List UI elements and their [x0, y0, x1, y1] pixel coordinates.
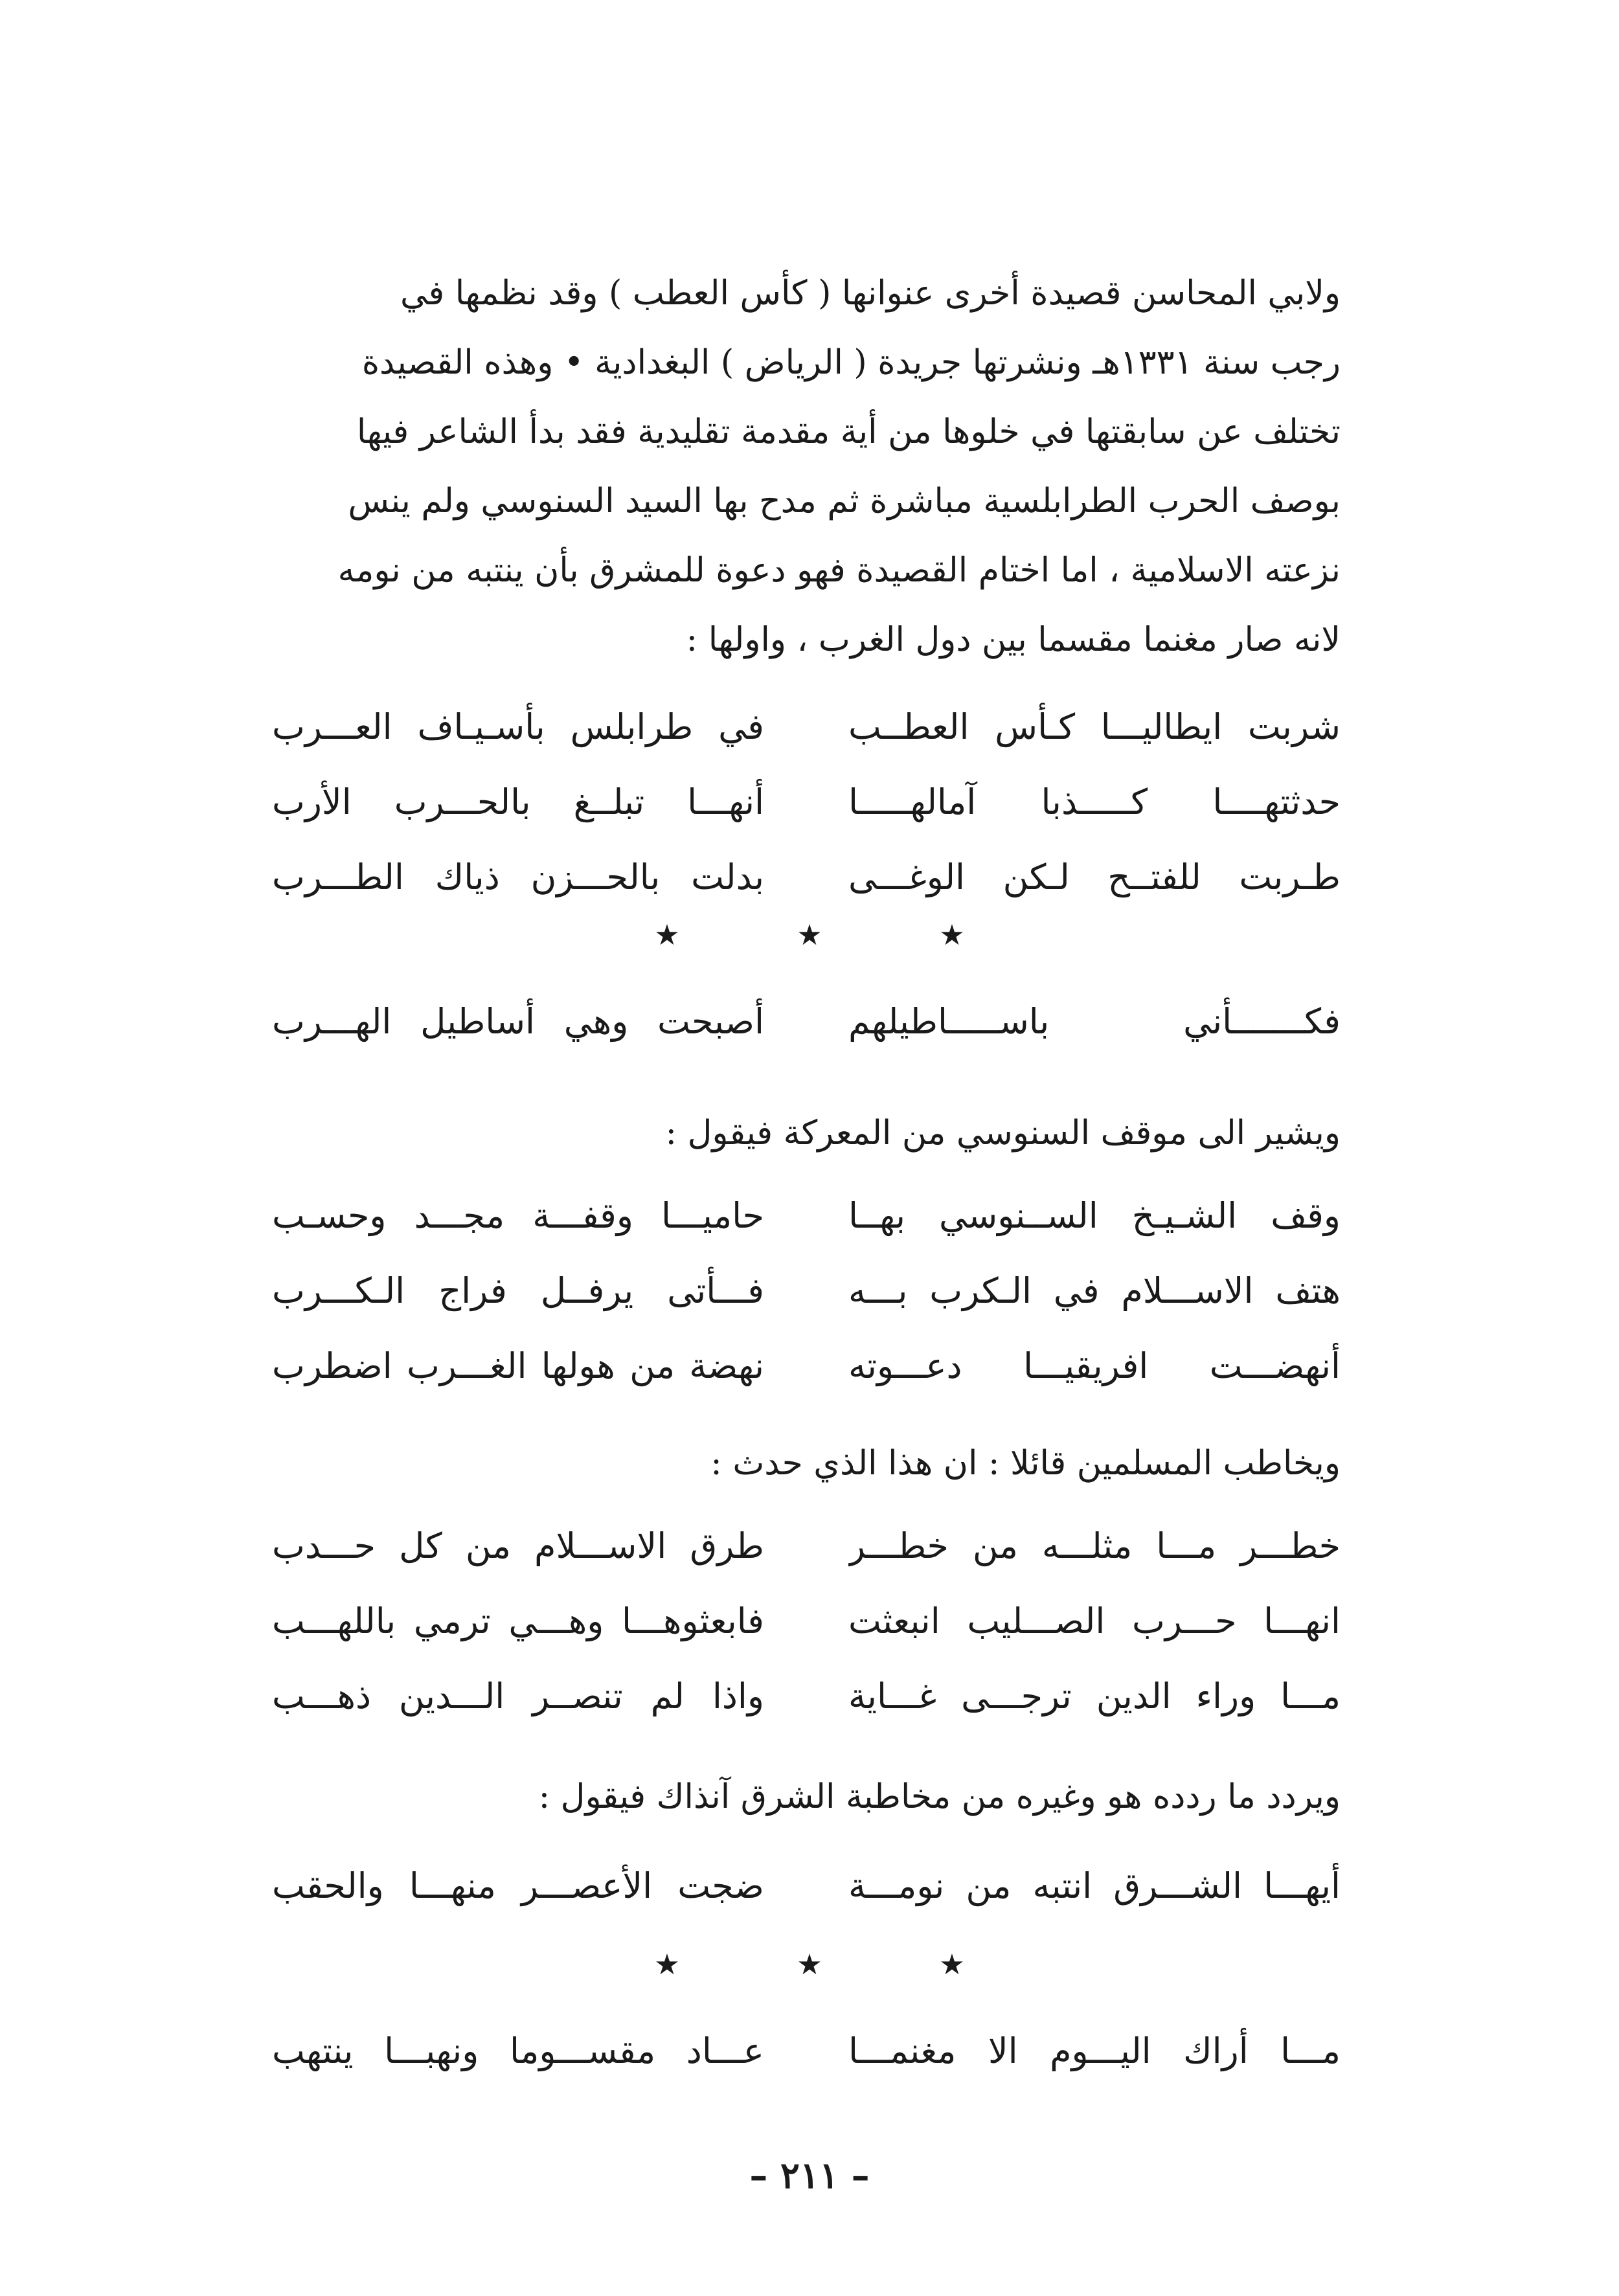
poem-verse — [272, 2014, 1341, 2089]
verse-first-hemistich: خطـــر مـــا مثلـــه من خطـــر — [848, 1525, 1341, 1566]
verse-second-hemistich: واذا لم تنصــر الـــدين ذهـــب — [272, 1676, 764, 1716]
poem-intro-text: ويردد ما ردده هو وغيره من مخاطبة الشرق آنذاك فيقول : — [538, 1777, 1341, 1816]
verse-first-hemistich: طـربت للفتــح لـكن الوغـــى — [848, 857, 1341, 897]
verse-second-hemistich: في طرابلس بأسـيـاف العـــرب — [272, 706, 764, 747]
star-icon: ★ — [939, 919, 965, 952]
verse-second-hemistich: نهضة من هولها الغـــرب اضطرب — [272, 1345, 764, 1386]
paragraph-line: نزعته الاسلامية ، اما اختام القصيدة فهو دعوة للمشرق بأن ينتبه من نومه — [337, 551, 1341, 590]
poem-verse — [272, 1254, 1341, 1329]
verse-second-hemistich: ضجت الأعصـــر منهـــا والحقب — [272, 1865, 764, 1906]
star-icon: ★ — [654, 919, 680, 952]
poem-verse — [272, 1584, 1341, 1659]
paragraph-line: لانه صار مغنما مقسما بين دول الغرب ، واولها : — [686, 620, 1341, 659]
star-icon: ★ — [797, 919, 822, 952]
paragraph-line: ولابي المحاسن قصيدة أخرى عنوانها ( كأس العطب ) وقد نظمها في — [400, 274, 1341, 313]
verse-second-hemistich: عـــاد مقســـوما ونهبـــا ينتهب — [272, 2031, 764, 2071]
poem-verse — [272, 1659, 1341, 1734]
verse-second-hemistich: أنهـــا تبلــغ بالحـــرب الأرب — [272, 782, 764, 822]
section-separator — [648, 913, 971, 958]
poem-verse — [272, 690, 1341, 765]
paragraph-line: رجب سنة ١٣٣١هـ ونشرتها جريدة ( الرياض ) البغدادية • وهذه القصيدة — [361, 343, 1341, 382]
verse-second-hemistich: حاميـــا وقفـــة مجـــد وحسـب — [272, 1195, 764, 1236]
verse-second-hemistich: أصبحت وهي أساطيل الهـــرب — [272, 1001, 764, 1042]
poem-verse — [272, 1509, 1341, 1584]
paragraph-line: تختلف عن سابقتها في خلوها من أية مقدمة تقليدية فقد بدأ الشاعر فيها — [356, 412, 1341, 451]
verse-first-hemistich: مـــا وراء الدين ترجـــى غـــاية — [848, 1676, 1341, 1716]
poem-verse — [272, 1178, 1341, 1254]
verse-first-hemistich: شربت ايطاليـــا كـأس العطــب — [848, 706, 1341, 747]
poem-verse — [272, 1849, 1341, 1924]
verse-first-hemistich: أنهضـــت افريقيـــا دعـــوته — [848, 1345, 1341, 1386]
verse-first-hemistich: هتف الاســـلام في الـكرب بـــه — [848, 1270, 1341, 1311]
verse-second-hemistich: فابعثوهـــا وهـــي ترمي باللهـــب — [272, 1601, 764, 1641]
intro-paragraph — [278, 259, 1341, 675]
verse-first-hemistich: وقف الشـيـخ الســنوسي بهــا — [848, 1195, 1341, 1236]
page-number: – ٢١١ – — [749, 2154, 870, 2197]
verse-first-hemistich: حدثتهــــا كـــــذبا آمالهـــــا — [848, 782, 1341, 822]
verse-second-hemistich: بدلت بالحـــزن ذياك الطـــرب — [272, 857, 764, 897]
paragraph-line: بوصف الحرب الطرابلسية مباشرة ثم مدح بها السيد السنوسي ولم ينس — [348, 482, 1341, 521]
poem-verse — [272, 1329, 1341, 1404]
poem-intro-text: ويخاطب المسلمين قائلا : ان هذا الذي حدث : — [710, 1444, 1341, 1483]
verse-first-hemistich: انهـــا حـــرب الصـــليب انبعثت — [848, 1601, 1341, 1641]
star-icon: ★ — [654, 1948, 680, 1981]
poem-verse — [272, 984, 1341, 1059]
verse-first-hemistich: مـــا أراك اليـــوم الا مغنمـــا — [848, 2031, 1341, 2071]
star-icon: ★ — [939, 1948, 965, 1981]
section-separator — [648, 1942, 971, 1988]
star-icon: ★ — [797, 1948, 822, 1981]
poem-verse — [272, 840, 1341, 915]
poem-stanza — [272, 1849, 1341, 1924]
verse-second-hemistich: طرق الاســـلام من كل حـــدب — [272, 1525, 764, 1566]
poem-intro-text: ويشير الى موقف السنوسي من المعركة فيقول : — [665, 1114, 1341, 1153]
verse-second-hemistich: فـــأتى يرفــل فراج الـكـــرب — [272, 1270, 764, 1311]
poem-verse — [272, 765, 1341, 840]
poem-stanza — [272, 690, 1341, 915]
poem-stanza — [272, 984, 1341, 1059]
verse-first-hemistich: أيهـــا الشـــرق انتبه من نومـــة — [848, 1865, 1341, 1906]
poem-stanza — [272, 2014, 1341, 2089]
poem-stanza — [272, 1509, 1341, 1734]
verse-first-hemistich: فكـــــــأني باســـــاطيلهم — [848, 1001, 1341, 1042]
poem-stanza — [272, 1178, 1341, 1404]
